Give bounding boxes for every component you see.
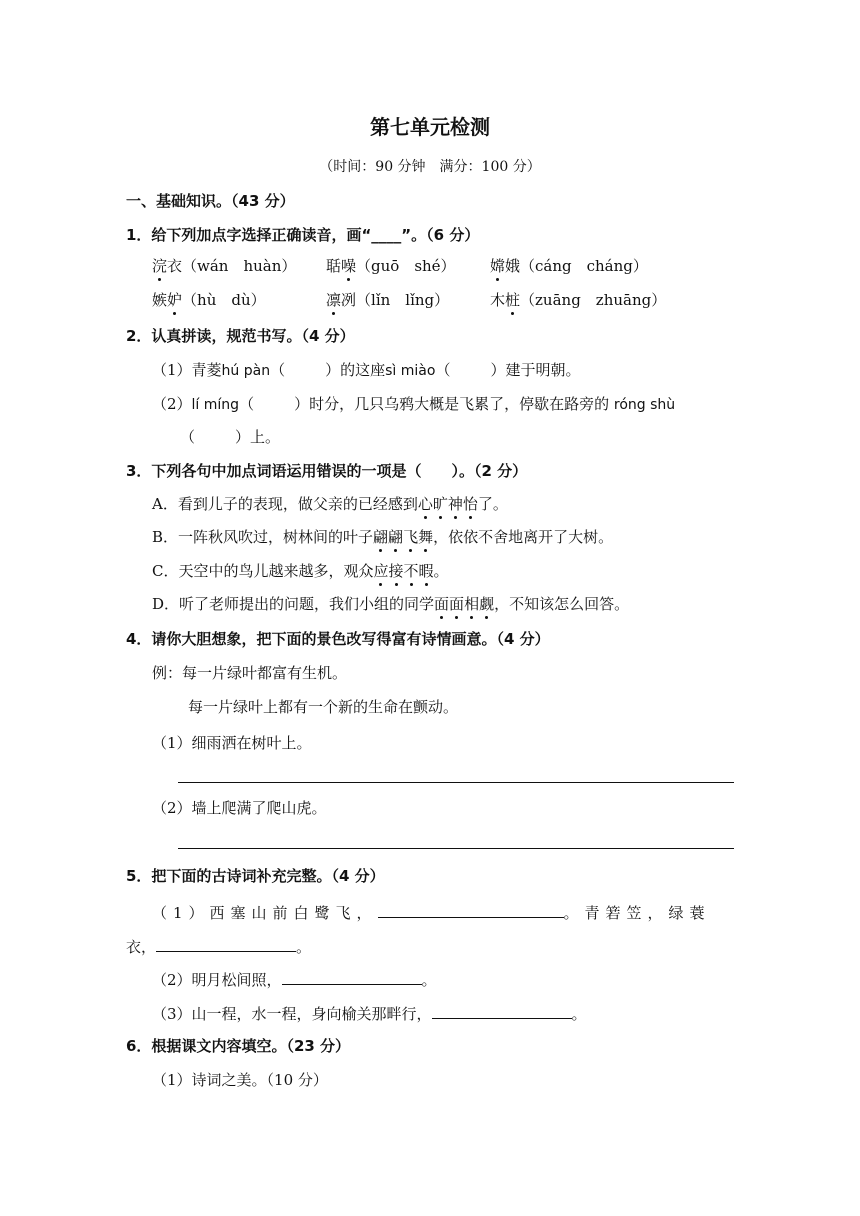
q2-line-3: （ ）上。 [180, 428, 281, 446]
q3-option-a[interactable]: A．看到儿子的表现，做父亲的已经感到心旷神怡了。 [152, 495, 508, 513]
answer-line[interactable] [178, 848, 734, 849]
q1-item-a: 浣衣（wán huàn） [152, 257, 297, 275]
dotted-phrase [373, 528, 433, 546]
dotted-char: 面 [434, 595, 450, 613]
dotted-char: 怡 [462, 495, 478, 513]
q6-item-1: （1）诗词之美。（10 分） [152, 1071, 328, 1089]
page-subtitle: （时间：90 分钟 满分：100 分） [319, 159, 541, 175]
pinyin: sì miào [385, 363, 436, 379]
question-2-heading: 2．认真拼读，规范书写。（4 分） [126, 327, 355, 345]
answer-blank[interactable] [432, 1002, 572, 1019]
dotted-char: 心 [417, 495, 433, 513]
dotted-char: 相 [464, 595, 480, 613]
q1-item-f: 木桩（zuāng zhuāng） [490, 291, 667, 309]
section-heading: 一、基础知识。（43 分） [126, 192, 295, 210]
pinyin: hú pàn [221, 363, 271, 379]
q1-item-b: 聒噪（guō shé） [326, 257, 456, 275]
dotted-char: 觑 [479, 595, 495, 613]
q5-item-1-cont: 衣， 。 [126, 935, 311, 957]
dotted-char: 旷 [432, 495, 448, 513]
q1-item-c: 嫦娥（cáng cháng） [490, 257, 648, 275]
dotted-char: 应 [373, 562, 389, 580]
answer-line[interactable] [178, 782, 734, 783]
dotted-phrase [373, 562, 433, 580]
answer-blank[interactable] [378, 901, 564, 918]
q2-line-2: （2）lí míng（ ）时分，几只乌鸦大概是飞累了，停歇在路旁的 róng shù [152, 395, 676, 413]
question-1-heading: 1．给下列加点字选择正确读音，画“____”。（6 分） [126, 226, 480, 244]
q3-option-c[interactable]: C．天空中的鸟儿越来越多，观众应接不暇。 [152, 562, 449, 580]
q4-item-2: （2）墙上爬满了爬山虎。 [152, 799, 327, 817]
q4-example: 例：每一片绿叶都富有生机。 [152, 664, 348, 682]
question-3-heading: 3．下列各句中加点词语运用错误的一项是（ ）。（2 分） [126, 462, 528, 480]
dotted-char: 接 [388, 562, 404, 580]
question-4-heading: 4．请你大胆想象，把下面的景色改写得富有诗情画意。（4 分） [126, 630, 550, 648]
dotted-char: 舞 [418, 528, 434, 546]
dotted-phrase [418, 495, 478, 513]
dotted-char: 神 [447, 495, 463, 513]
dotted-char: 暇 [418, 562, 434, 580]
dotted-char: 不 [403, 562, 419, 580]
q2-line-1: （1）青菱hú pàn（ ）的这座sì miào（ ）建于明朝。 [152, 361, 581, 379]
q4-example-answer: 每一片绿叶上都有一个新的生命在颤动。 [188, 698, 459, 716]
q5-item-2: （2）明月松间照， 。 [152, 968, 437, 990]
q4-item-1: （1）细雨洒在树叶上。 [152, 734, 312, 752]
q5-item-3: （3）山一程，水一程，身向榆关那畔行， 。 [152, 1002, 587, 1024]
dotted-char: 飞 [403, 528, 419, 546]
q3-option-d[interactable]: D．听了老师提出的问题，我们小组的同学面面相觑，不知该怎么回答。 [152, 595, 630, 613]
page-title: 第七单元检测 [370, 115, 490, 139]
dotted-char: 翩 [373, 528, 389, 546]
dotted-char: 面 [449, 595, 465, 613]
q3-option-b[interactable]: B．一阵秋风吹过，树林间的叶子翩翩飞舞，依依不舍地离开了大树。 [152, 528, 614, 546]
answer-blank[interactable] [282, 968, 422, 985]
pinyin: lí míng [191, 397, 240, 413]
question-6-heading: 6．根据课文内容填空。（23 分） [126, 1037, 351, 1055]
dotted-phrase [434, 595, 494, 613]
q5-item-1: （1）西塞山前白鹭飞， 。青箬笠，绿蓑 [152, 901, 711, 923]
q1-item-d: 嫉妒（hù dù） [152, 291, 266, 309]
pinyin: róng shù [613, 397, 676, 413]
dotted-char: 翩 [388, 528, 404, 546]
answer-blank[interactable] [156, 935, 296, 952]
question-5-heading: 5．把下面的古诗词补充完整。（4 分） [126, 867, 385, 885]
q1-item-e: 凛冽（lǐn lǐng） [326, 291, 450, 309]
